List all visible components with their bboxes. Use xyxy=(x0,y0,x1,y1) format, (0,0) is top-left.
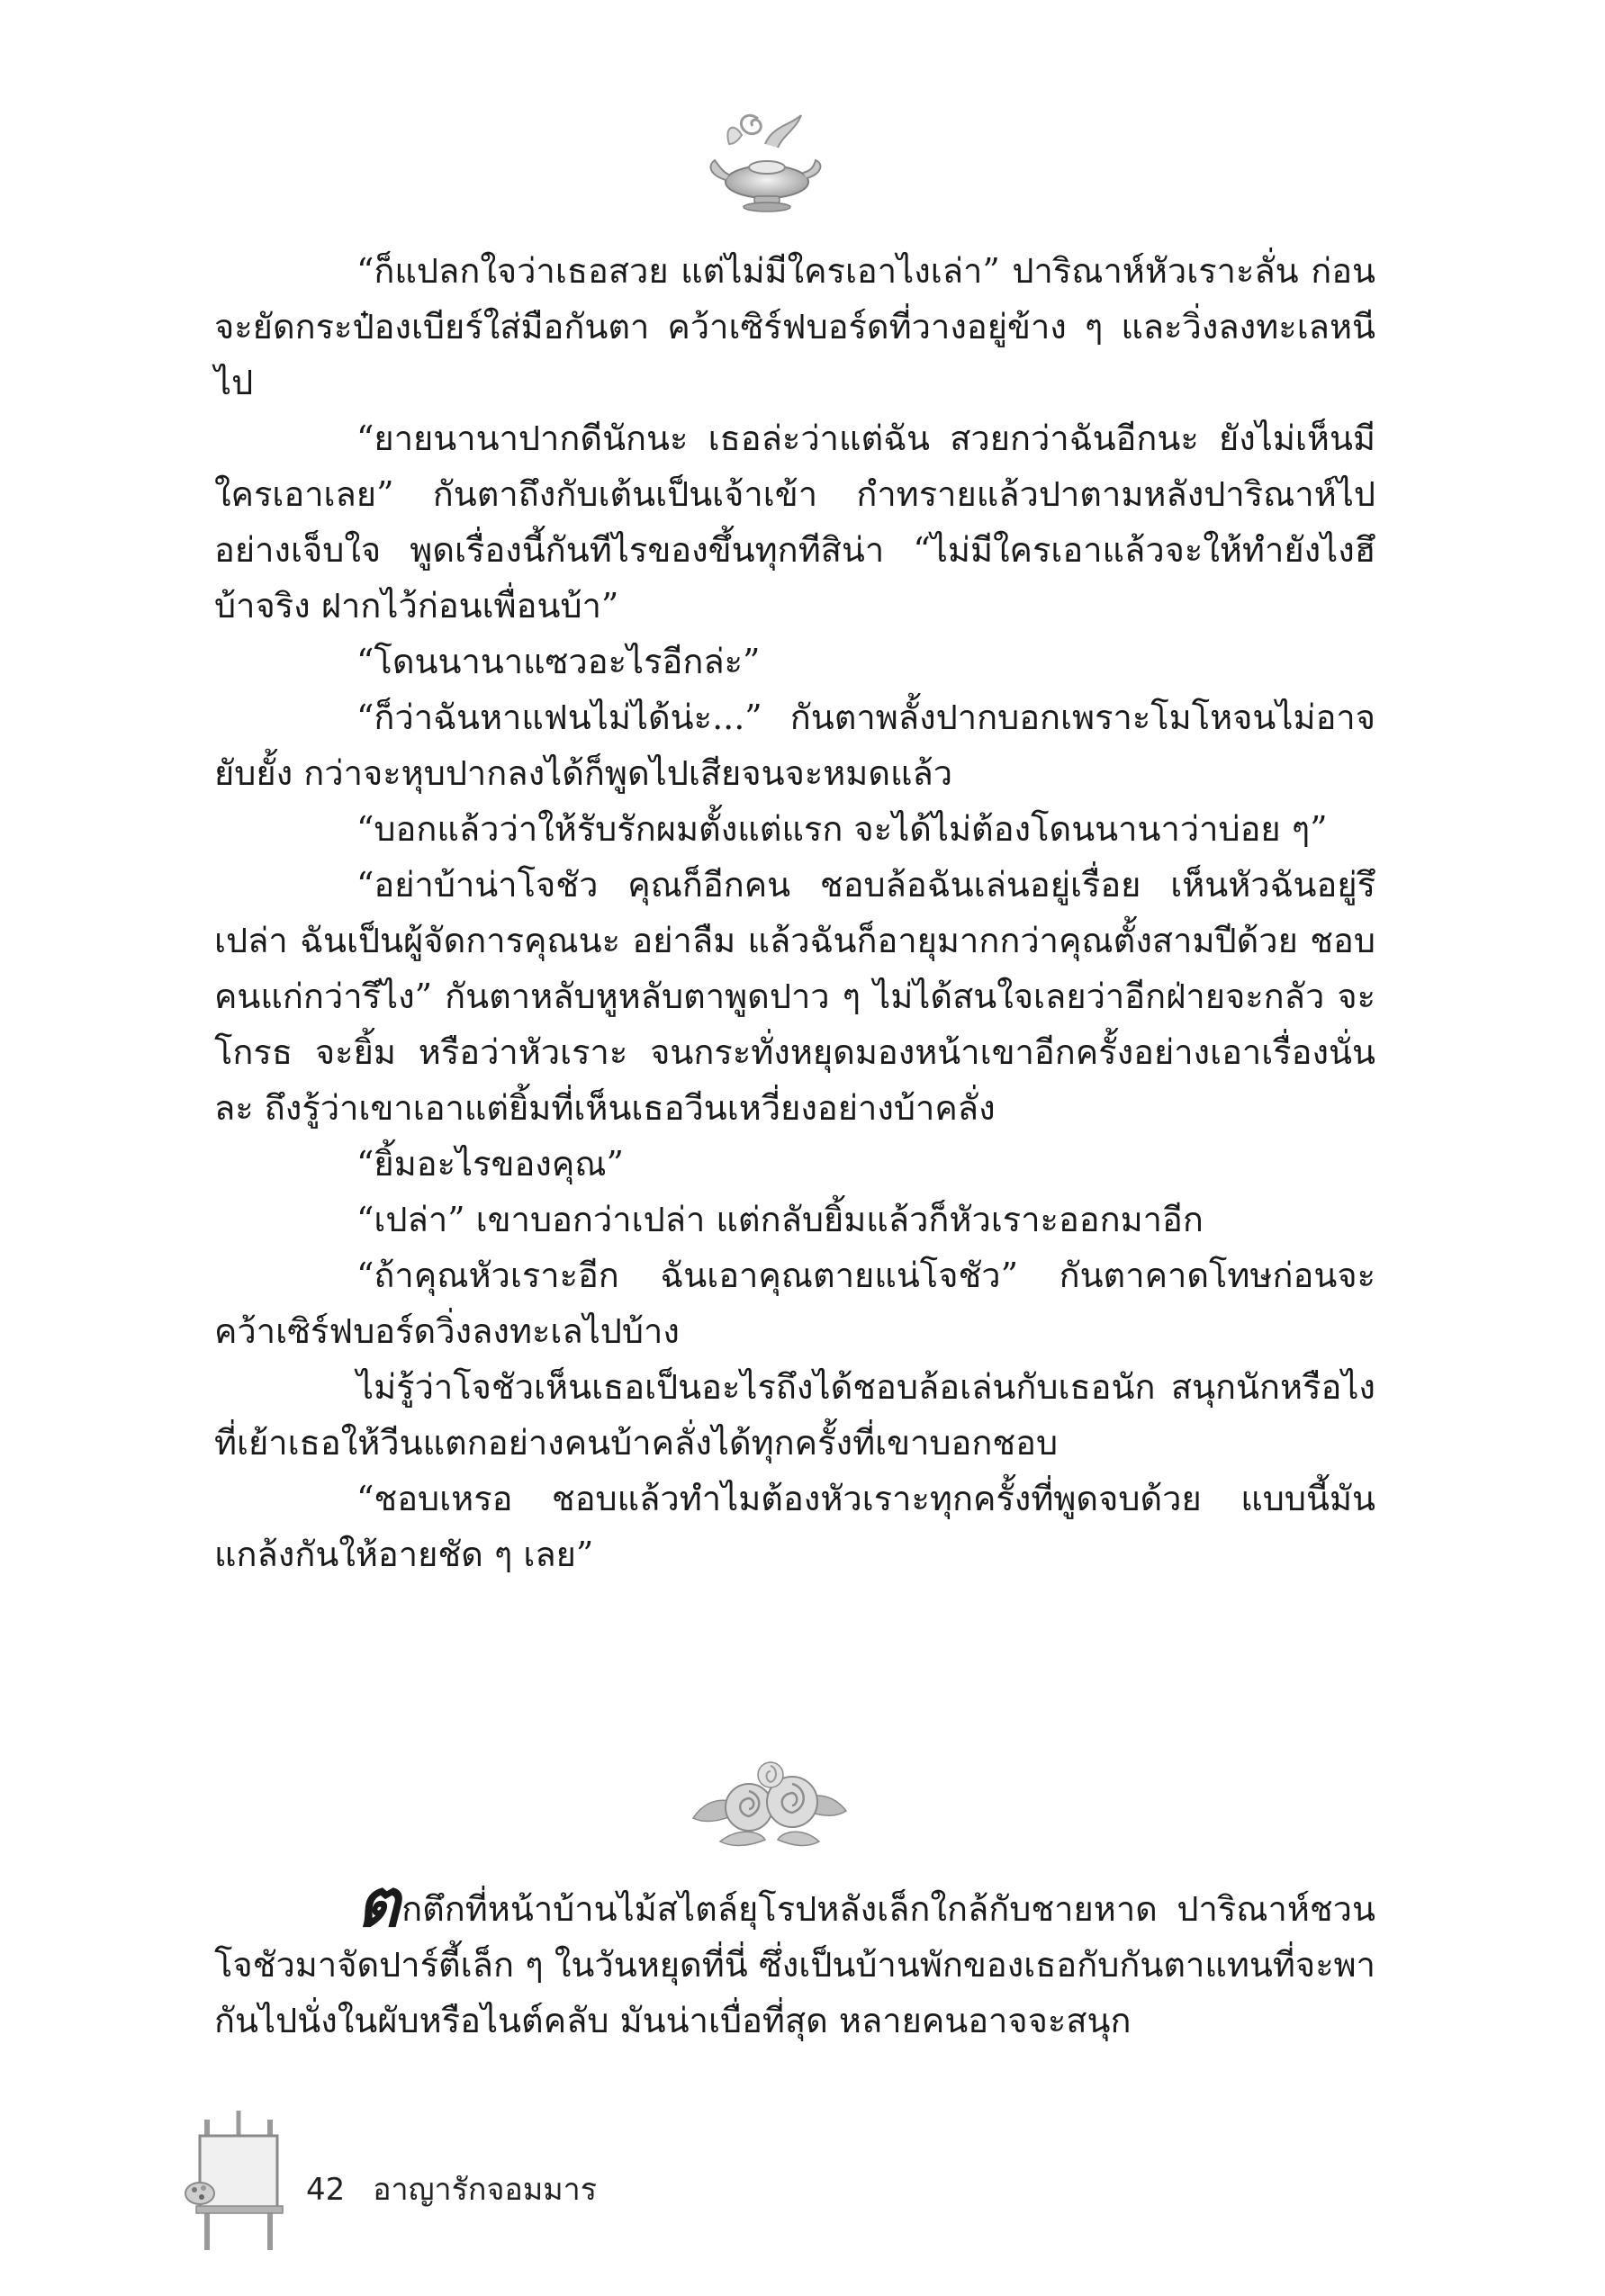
page-number: 42 xyxy=(306,2172,346,2208)
paragraph: “โดนนานาแซวอะไรอีกล่ะ” xyxy=(356,642,761,681)
paragraph-with-dropcap xyxy=(214,1865,1375,2048)
roses-icon xyxy=(684,1755,855,1854)
paragraph: “อย่าบ้าน่าโจชัว คุณก็อีกคน ชอบล้อฉันเล่นอยู่เรื่อย เห็นหัวฉันอยู่รึเปล่า ฉันเป็นผู้จัดการคุณนะ อย่าลืม แล้วฉันก็อายุมากกว่าคุณตั้งสามปีด้วย ชอบคนแก่กว่ารึไง” กันตาหลับหูหลับตาพูดปาว ๆ ไม่ได้สนใจเลยว่าอีกฝ่ายจะกลัว จะโกรธ จะยิ้ม หรือว่าหัวเราะ จนกระทั่งหยุดมองหน้าเขาอีกครั้งอย่างเอาเรื่องนั่นละ ถึงรู้ว่าเขาเอาแต่ยิ้มที่เห็นเธอวีนเหวี่ยงอย่างบ้าคลั่ง xyxy=(214,865,1375,1128)
paragraph: “บอกแล้วว่าให้รับรักผมตั้งแต่แรก จะได้ไม่ต้องโดนนานาว่าบ่อย ๆ” xyxy=(356,809,1328,849)
paragraph: “ยายนานาปากดีนักนะ เธอล่ะว่าแต่ฉัน สวยกว่าฉันอีกนะ ยังไม่เห็นมีใครเอาเลย” กันตาถึงกับเต้นเป็นเจ้าเข้า กำทรายแล้วปาตามหลังปาริณาห์ไปอย่างเจ็บใจ พูดเรื่องนี้กันทีไรของขึ้นทุกทีสิน่า “ไม่มีใครเอาแล้วจะให้ทำยังไงฮึ บ้าจริง ฝากไว้ก่อนเพื่อนบ้า” xyxy=(214,419,1375,626)
paragraph: “ชอบเหรอ ชอบแล้วทำไมต้องหัวเราะทุกครั้งที่พูดจบด้วย แบบนี้มันแกล้งกันให้อายชัด ๆ เลย” xyxy=(214,1479,1375,1574)
paragraph: “ยิ้มอะไรของคุณ” xyxy=(356,1144,624,1184)
teapot-lamp-icon xyxy=(702,108,828,216)
paragraph: “ก็ว่าฉันหาแฟนไม่ได้น่ะ...” กันตาพลั้งปากบอกเพราะโมโหจนไม่อาจยับยั้ง กว่าจะหุบปากลงได้ก็พูดไปเสียจนจะหมดแล้ว xyxy=(214,698,1375,793)
book-title: อาญารักจอมมาร xyxy=(373,2172,598,2208)
paragraph: “ถ้าคุณหัวเราะอีก ฉันเอาคุณตายแน่โจชัว” กันตาคาดโทษก่อนจะคว้าเซิร์ฟบอร์ดวิ่งลงทะเลไปบ้าง xyxy=(214,1256,1375,1351)
paragraph: ไม่รู้ว่าโจชัวเห็นเธอเป็นอะไรถึงได้ชอบล้อเล่นกับเธอนัก สนุกนักหรือไงที่เย้าเธอให้วีนแตกอย่างคนบ้าคลั่งได้ทุกครั้งที่เขาบอกชอบ xyxy=(214,1367,1375,1463)
folio xyxy=(306,2165,597,2213)
page-footer xyxy=(180,2111,720,2255)
paragraph-text: กตึกที่หน้าบ้านไม้สไตล์ยุโรปหลังเล็กใกล้กับชายหาด ปาริณาห์ชวนโจชัวมาจัดปาร์ตี้เล็ก ๆ ในวันหยุดที่นี่ ซึ่งเป็นบ้านพักของเธอกับกันตาแทนที่จะพากันไปนั่งในผับหรือไนต์คลับ มันน่าเบื่อที่สุด หลายคนอาจจะสนุก xyxy=(214,1889,1375,2040)
paragraph: “ก็แปลกใจว่าเธอสวย แต่ไม่มีใครเอาไงเล่า” ปาริณาห์หัวเราะลั่น ก่อนจะยัดกระป๋องเบียร์ใส่มือกันตา คว้าเซิร์ฟบอร์ดที่วางอยู่ข้าง ๆ และวิ่งลงทะเลหนีไป xyxy=(214,251,1375,402)
paragraph: “เปล่า” เขาบอกว่าเปล่า แต่กลับยิ้มแล้วก็หัวเราะออกมาอีก xyxy=(356,1200,1204,1239)
body-text-section-1 xyxy=(214,243,1375,1582)
drop-cap: ต xyxy=(356,1865,401,1942)
easel-icon xyxy=(180,2111,297,2255)
body-text-section-2 xyxy=(214,1865,1375,2048)
